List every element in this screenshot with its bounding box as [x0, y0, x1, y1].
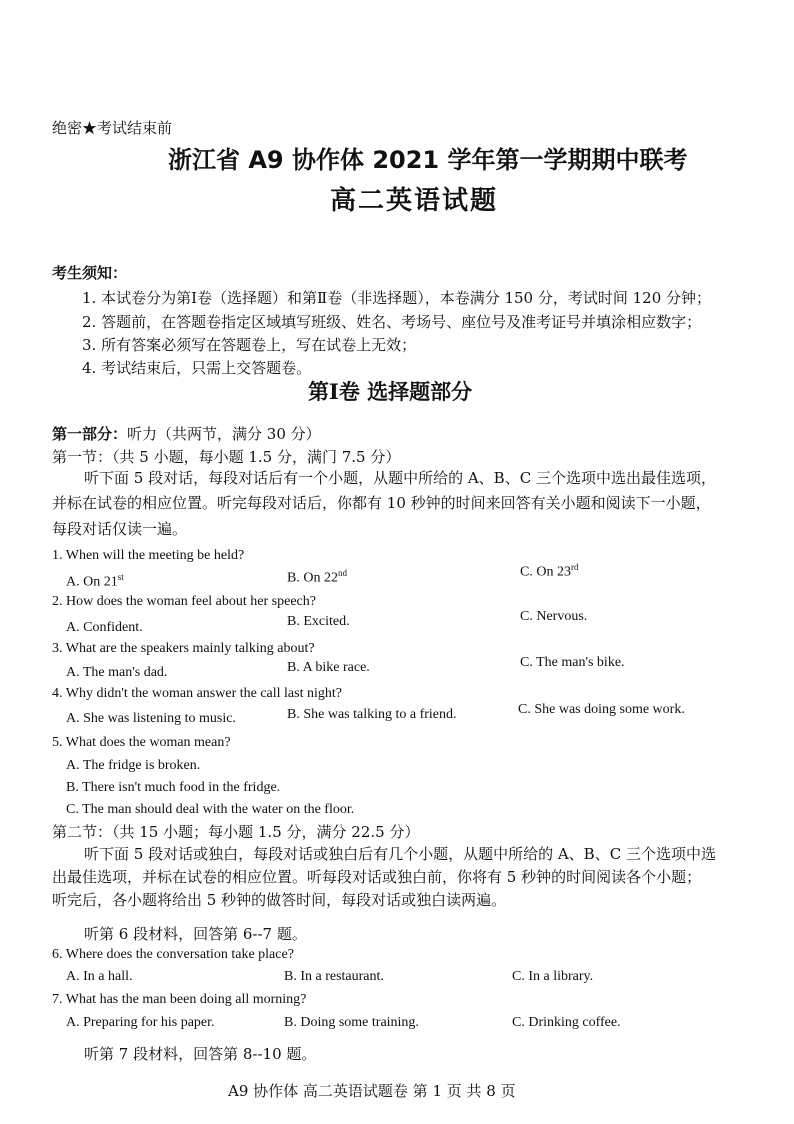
- sub2-paragraph-line: 听下面 5 段对话或独白，每段对话或独白后有几个小题，从题中所给的 A、B、C 三个选项中选: [84, 845, 716, 863]
- material-note: 听第 7 段材料，回答第 8--10 题。: [84, 1045, 317, 1063]
- part1-heading: [52, 423, 321, 444]
- question-text: 7. What has the man been doing all morning?: [52, 992, 307, 1007]
- notice-item: 3. 所有答案必须写在答题卷上，写在试卷上无效；: [82, 336, 417, 354]
- option-a: A. The fridge is broken.: [66, 758, 201, 773]
- question-text: 5. What does the woman mean?: [52, 735, 231, 750]
- sub2-paragraph-line: 出最佳选项，并标在试卷的相应位置。听每段对话或独白前，你将有 5 秒钟的时间阅读各个小题；: [52, 868, 702, 886]
- question-text: 3. What are the speakers mainly talking about?: [52, 641, 315, 656]
- notice-item: 2. 答题前，在答题卷指定区域填写班级、姓名、考场号、座位号及准考证号并填涂相应数字；: [82, 313, 702, 331]
- option-a: A. Confident.: [66, 620, 143, 635]
- option-b: B. There isn't much food in the fridge.: [66, 780, 281, 795]
- option-b: B. Excited.: [287, 614, 350, 629]
- option-c: C. The man should deal with the water on the floor.: [66, 802, 355, 817]
- sub1-heading: 第一节：（共 5 小题，每小题 1.5 分，满门 7.5 分）: [52, 448, 401, 466]
- confidential-label: 绝密★考试结束前: [52, 119, 173, 137]
- option-c: C. Nervous.: [520, 609, 588, 624]
- option-a: A. She was listening to music.: [66, 711, 236, 726]
- page-footer: A9 协作体 高二英语试题卷 第 1 页 共 8 页: [228, 1082, 516, 1100]
- option-a: A. The man's dad.: [66, 665, 168, 680]
- option-b: B. In a restaurant.: [284, 969, 384, 984]
- notice-item: 4. 考试结束后，只需上交答题卷。: [82, 359, 312, 377]
- option-b: B. She was talking to a friend.: [287, 707, 457, 722]
- exam-subtitle: 高二英语试题: [330, 186, 499, 216]
- option-c: C. On 23rd: [520, 562, 579, 580]
- option-a: A. On 21st: [66, 572, 124, 590]
- option-c: C. Drinking coffee.: [512, 1015, 621, 1030]
- option-b: B. On 22nd: [287, 568, 347, 586]
- sub2-paragraph-line: 听完后，各小题将给出 5 秒钟的做答时间，每段对话或独白读两遍。: [52, 891, 507, 909]
- option-c: C. She was doing some work.: [518, 702, 685, 717]
- sub1-paragraph-line: 听下面 5 段对话，每段对话后有一个小题，从题中所给的 A、B、C 三个选项中选出最佳选项，: [84, 469, 716, 487]
- notice-heading: 考生须知：: [52, 264, 128, 282]
- question-text: 1. When will the meeting be held?: [52, 548, 245, 563]
- option-b: B. A bike race.: [287, 660, 370, 675]
- question-text: 6. Where does the conversation take place?: [52, 947, 294, 962]
- sub2-heading: 第二节：（共 15 小题；每小题 1.5 分，满分 22.5 分）: [52, 823, 420, 841]
- option-a: A. Preparing for his paper.: [66, 1015, 215, 1030]
- question-text: 2. How does the woman feel about her speech?: [52, 594, 316, 609]
- section-title: 第Ⅰ卷 选择题部分: [308, 379, 473, 404]
- option-c: C. In a library.: [512, 969, 594, 984]
- sub1-paragraph-line: 并标在试卷的相应位置。听完每段对话后，你都有 10 秒钟的时间来回答有关小题和阅读下一小题，: [52, 494, 711, 512]
- option-c: C. The man's bike.: [520, 655, 625, 670]
- notice-item: 1. 本试卷分为第Ⅰ卷（选择题）和第Ⅱ卷（非选择题），本卷满分 150 分，考试时间 120 分钟；: [82, 289, 712, 307]
- material-note: 听第 6 段材料，回答第 6--7 题。: [84, 925, 307, 943]
- option-a: A. In a hall.: [66, 969, 133, 984]
- exam-title: 浙江省 A9 协作体 2021 学年第一学期期中联考: [168, 146, 688, 174]
- question-text: 4. Why didn't the woman answer the call last night?: [52, 686, 342, 701]
- part1-heading-rest: 听力（共两节，满分 30 分）: [127, 425, 321, 443]
- option-b: B. Doing some training.: [284, 1015, 419, 1030]
- part1-heading-bold: 第一部分：: [52, 425, 128, 443]
- sub1-paragraph-line: 每段对话仅读一遍。: [52, 520, 188, 538]
